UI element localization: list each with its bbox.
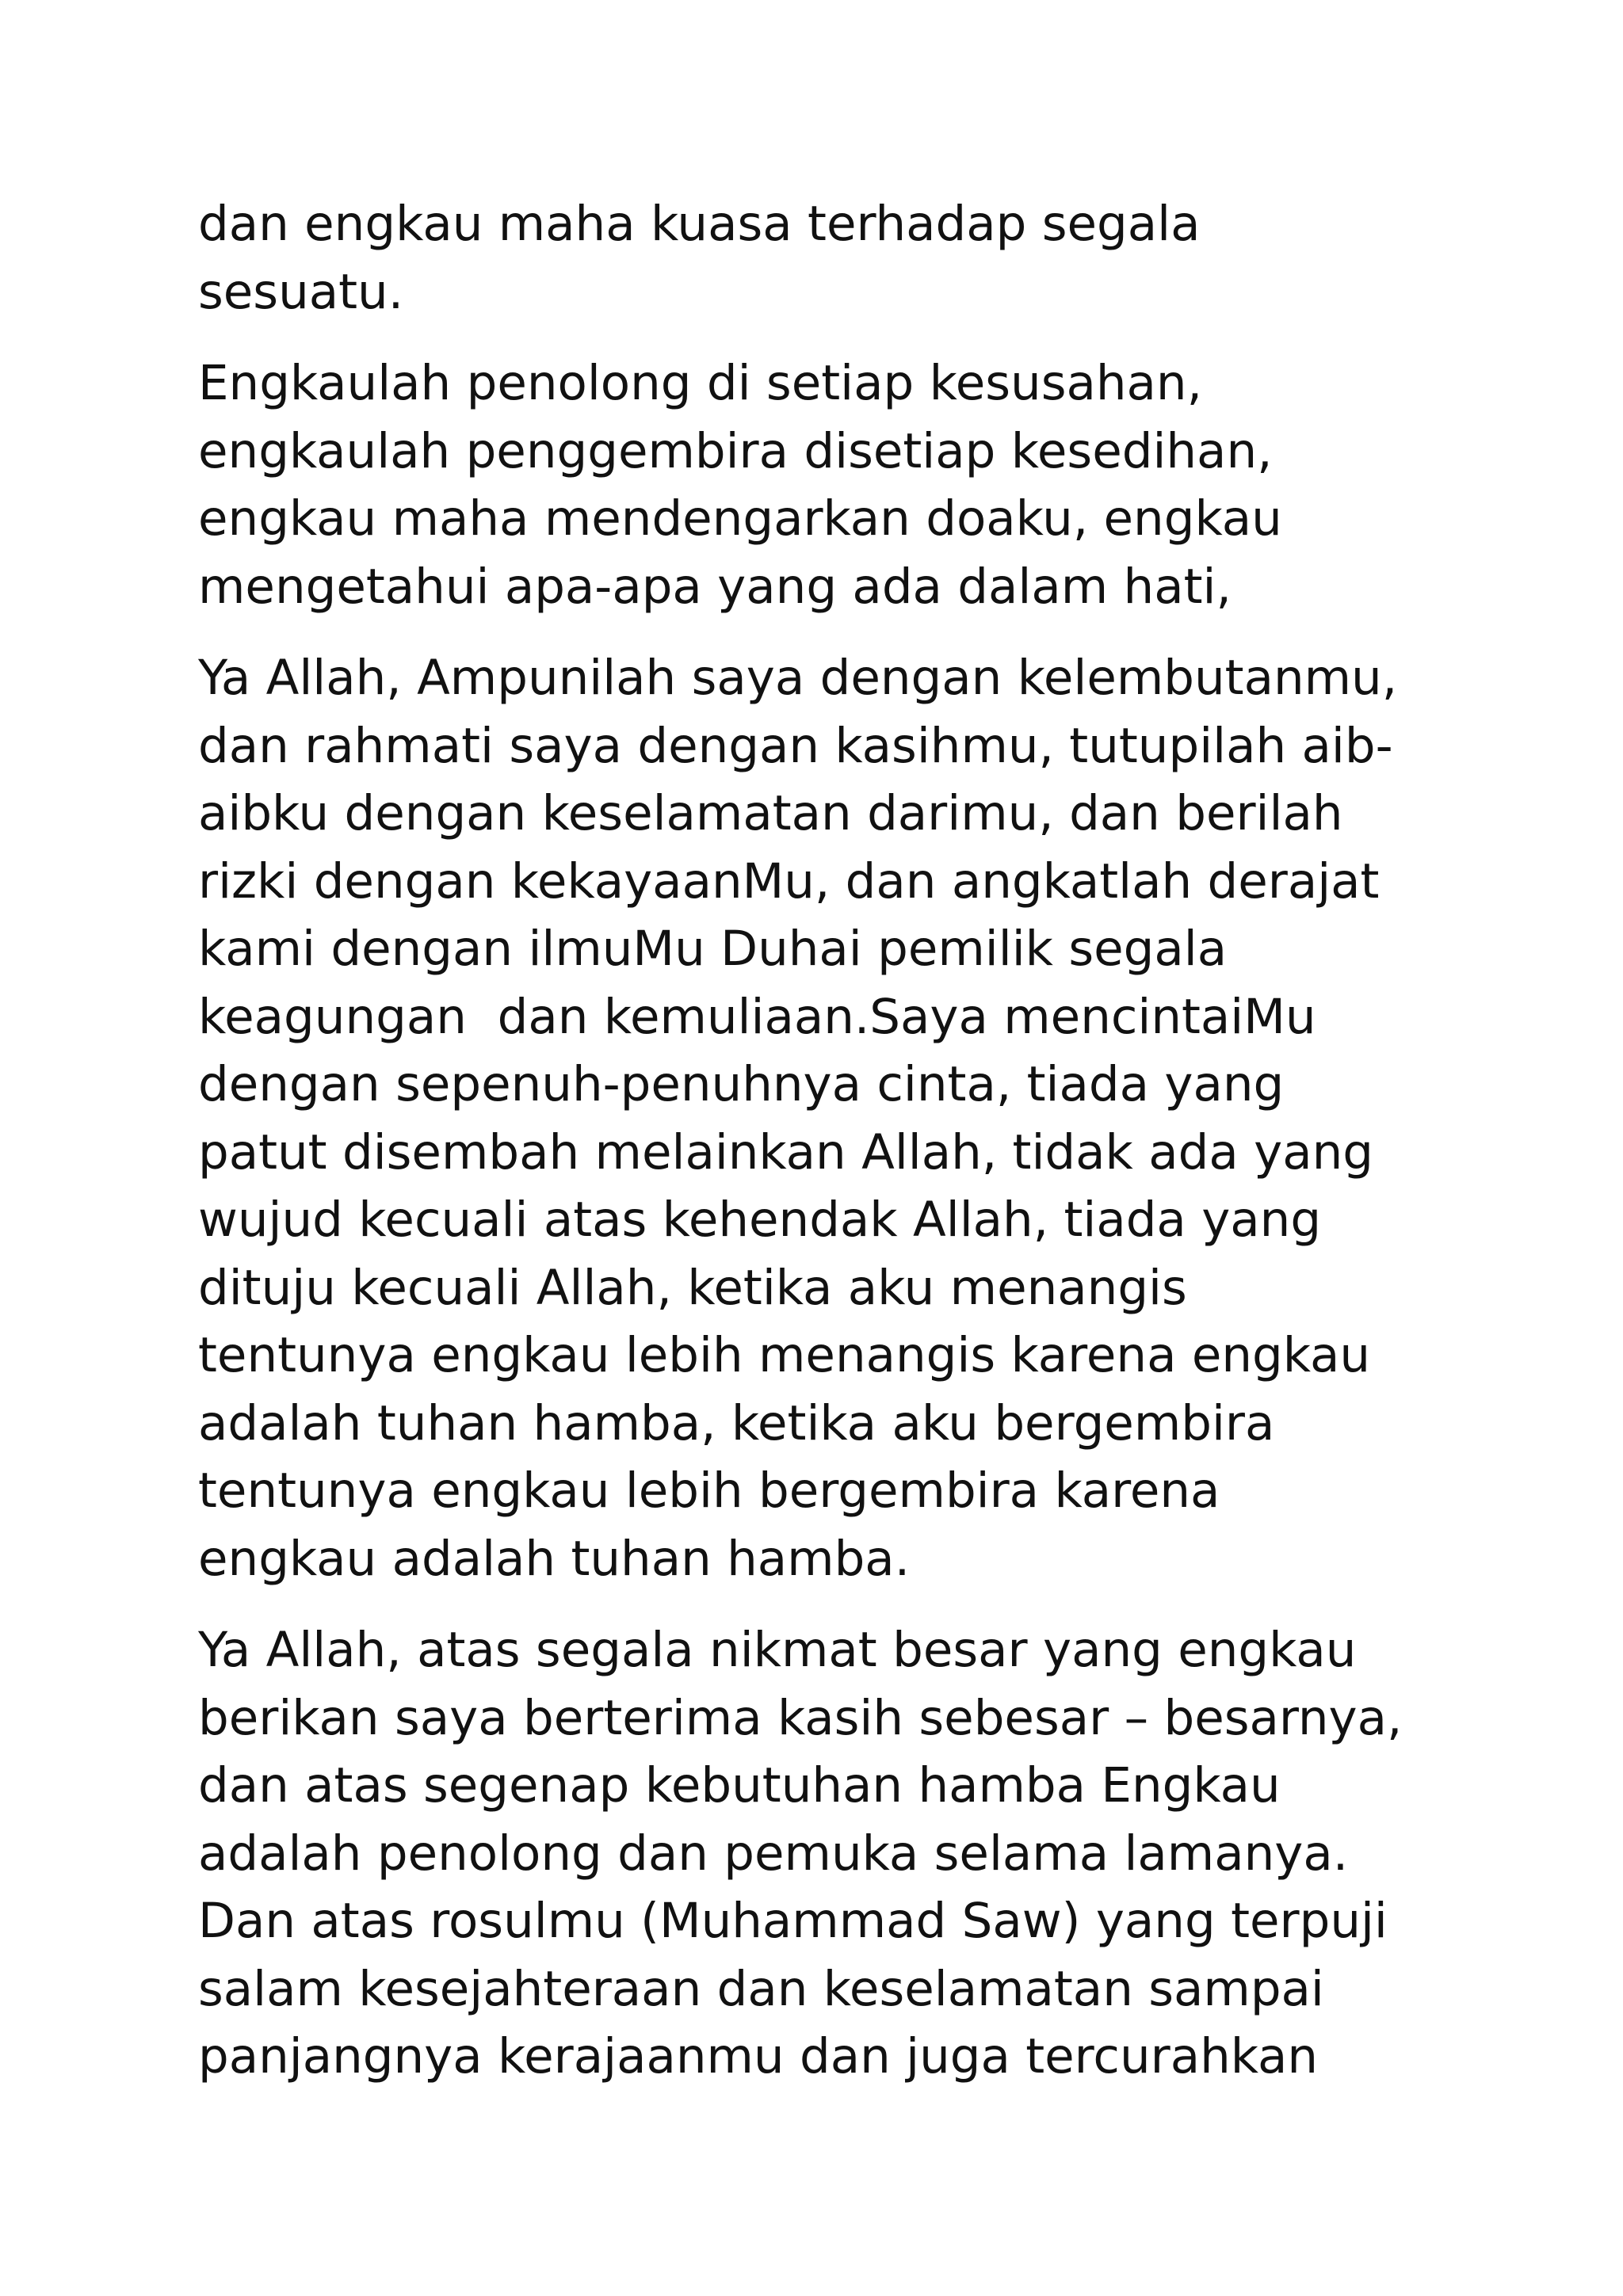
text-line: engkaulah penggembira disetiap kesedihan, (198, 422, 1273, 479)
text-line: dan rahmati saya dengan kasihmu, tutupilah aib- (198, 717, 1393, 774)
text-line: wujud kecuali atas kehendak Allah, tiada yang (198, 1192, 1322, 1248)
text-line: salam kesejahteraan dan keselamatan sampai (198, 1960, 1324, 2017)
text-line: tentunya engkau lebih menangis karena engkau (198, 1327, 1371, 1383)
text-line: Dan atas rosulmu (Muhammad Saw) yang terpuji (198, 1893, 1388, 1949)
text-line: keagungan dan kemuliaan.Saya mencintaiMu (198, 988, 1316, 1045)
text-line: engkau maha mendengarkan doaku, engkau (198, 490, 1282, 547)
text-line: dituju kecuali Allah, ketika aku menangis (198, 1259, 1187, 1316)
text-line: dan engkau maha kuasa terhadap segala (198, 196, 1201, 252)
text-line: Ya Allah, Ampunilah saya dengan kelembutanmu, (198, 650, 1398, 706)
text-line: sesuatu. (198, 263, 404, 320)
text-line: kami dengan ilmuMu Duhai pemilik segala (198, 921, 1228, 977)
text-line: dan atas segenap kebutuhan hamba Engkau (198, 1757, 1281, 1814)
text-line: adalah penolong dan pemuka selama lamanya. (198, 1825, 1349, 1882)
text-line: adalah tuhan hamba, ketika aku bergembira (198, 1394, 1275, 1451)
text-line: rizki dengan kekayaanMu, dan angkatlah derajat (198, 852, 1380, 910)
document-body (198, 190, 1482, 2115)
text-line: aibku dengan keselamatan darimu, dan berilah (198, 785, 1343, 841)
text-line: engkau adalah tuhan hamba. (198, 1530, 911, 1587)
text-line: panjangnya kerajaanmu dan juga tercurahkan (198, 2028, 1319, 2084)
text-line: dengan sepenuh-penuhnya cinta, tiada yang (198, 1056, 1285, 1112)
paragraph-1 (198, 190, 1482, 326)
text-line: mengetahui apa-apa yang ada dalam hati, (198, 558, 1232, 615)
text-line: berikan saya berterima kasih sebesar – besarnya, (198, 1689, 1403, 1746)
text-line: tentunya engkau lebih bergembira karena (198, 1463, 1220, 1519)
paragraph-4 (198, 1616, 1482, 2091)
paragraph-2 (198, 349, 1482, 620)
text-line: patut disembah melainkan Allah, tidak ada yang (198, 1123, 1373, 1180)
text-line: Ya Allah, atas segala nikmat besar yang engkau (198, 1622, 1357, 1678)
paragraph-3 (198, 644, 1482, 1592)
text-line: Engkaulah penolong di setiap kesusahan, (198, 355, 1202, 411)
